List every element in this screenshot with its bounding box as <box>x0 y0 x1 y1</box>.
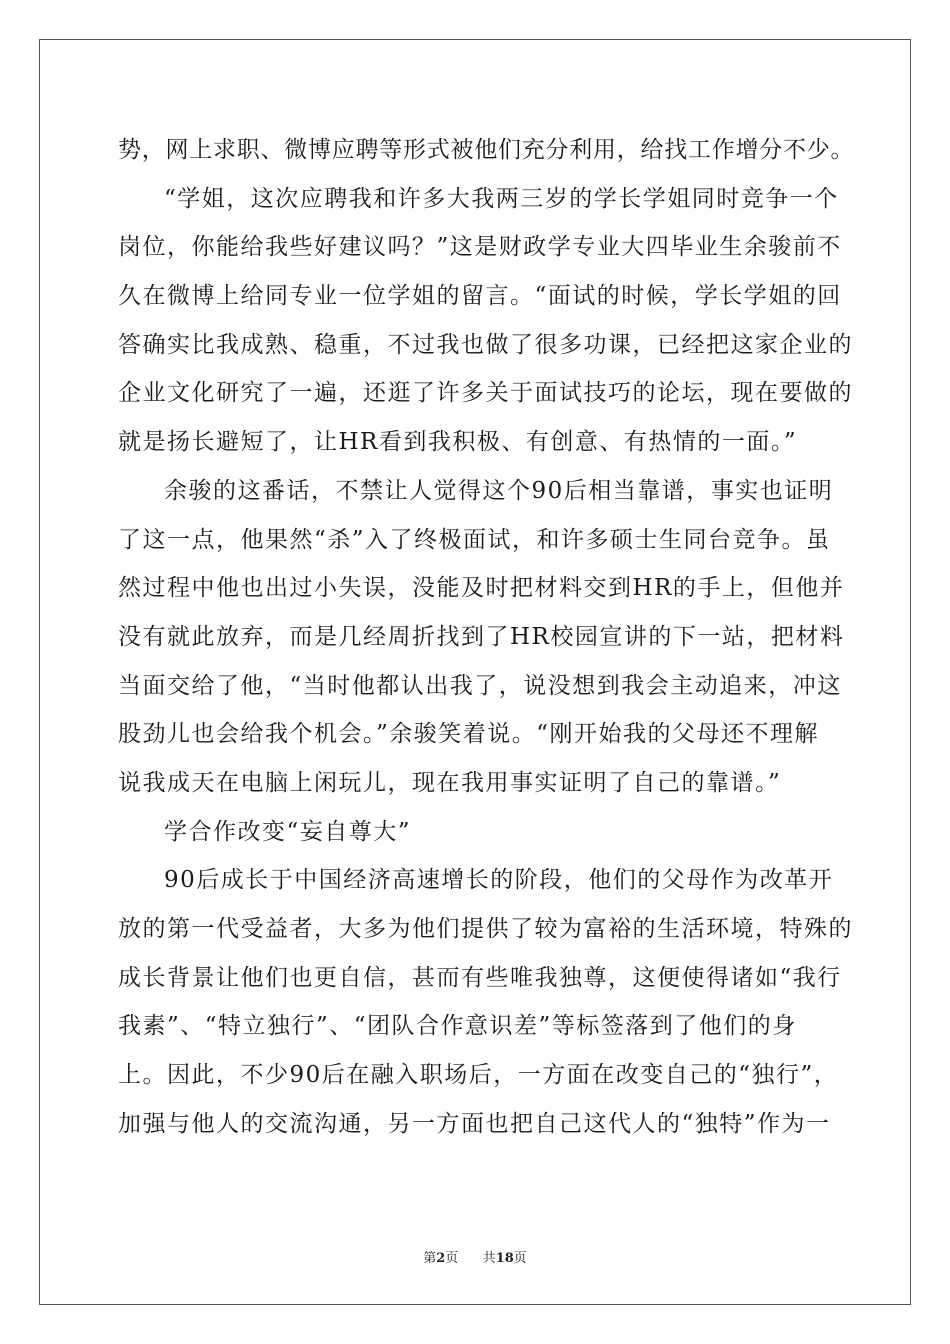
text-line: 答确实比我成熟、稳重，不过我也做了很多功课，已经把这家企业的 <box>118 331 853 358</box>
text-line: 股劲儿也会给我个机会。”余骏笑着说。“刚开始我的父母还不理解 <box>118 721 820 748</box>
text-line: 久在微博上给同专业一位学姐的留言。“面试的时候，学长学姐的回 <box>118 283 842 310</box>
page-number: 2 <box>436 1251 446 1266</box>
paragraph <box>118 808 854 857</box>
text-line: 学合作改变“妄自尊大” <box>164 818 412 845</box>
text-line: 没有就此放弃，而是几经周折找到了HR校园宣讲的下一站，把材料 <box>118 623 845 650</box>
text-line: 放的第一代受益者，大多为他们提供了较为富裕的生活环境，特殊的 <box>118 916 853 942</box>
paragraph <box>118 175 854 467</box>
text-line: 上。因此，不少90后在融入职场后，一方面在改变自己的“独行”， <box>118 1062 839 1089</box>
text-line: 势，网上求职、微博应聘等形式被他们充分利用，给找工作增分不少。 <box>118 137 855 163</box>
total-suffix: 页 <box>513 1251 527 1266</box>
text-line: 余骏的这番话，不禁让人觉得这个90后相当靠谱，事实也证明 <box>164 477 834 504</box>
text-line: 成长背景让他们也更自信，甚而有些唯我独尊，这便使得诸如“我行 <box>118 964 842 991</box>
text-line: 了这一点，他果然“杀”入了终极面试，和许多硕士生同台竞争。虽 <box>118 526 831 553</box>
text-line: 加强与他人的交流沟通，另一方面也把自己这代人的“独特”作为一 <box>118 1110 831 1137</box>
text-line: 90后成长于中国经济高速增长的阶段，他们的父母作为改革开 <box>164 867 834 894</box>
text-line: 就是扬长避短了，让HR看到我积极、有创意、有热情的一面。” <box>118 429 798 456</box>
text-line: 企业文化研究了一遍，还逛了许多关于面试技巧的论坛，现在要做的 <box>118 380 853 407</box>
paragraph <box>118 467 854 808</box>
paragraph <box>118 126 854 175</box>
page-footer <box>0 1247 950 1266</box>
text-line: 说我成天在电脑上闲玩儿，现在我用事实证明了自己的靠谱。” <box>118 769 782 796</box>
page-suffix: 页 <box>445 1251 459 1266</box>
total-pages: 18 <box>495 1251 514 1266</box>
text-line: “学姐，这次应聘我和许多大我两三岁的学长学姐同时竞争一个 <box>164 185 839 212</box>
total-prefix: 共 <box>482 1251 496 1266</box>
document-body <box>118 126 854 1148</box>
paragraph <box>118 856 854 1148</box>
page-prefix: 第 <box>423 1251 437 1266</box>
text-line: 当面交给了他，“当时他都认出我了，说没想到我会主动追来，冲这 <box>118 672 842 699</box>
text-line: 然过程中他也出过小失误，没能及时把材料交到HR的手上，但他并 <box>118 575 845 602</box>
text-line: 岗位，你能给我些好建议吗？”这是财政学专业大四毕业生余骏前不 <box>118 234 842 261</box>
text-line: 我素”、“特立独行”、“团队合作意识差”等标签落到了他们的身 <box>118 1013 797 1040</box>
